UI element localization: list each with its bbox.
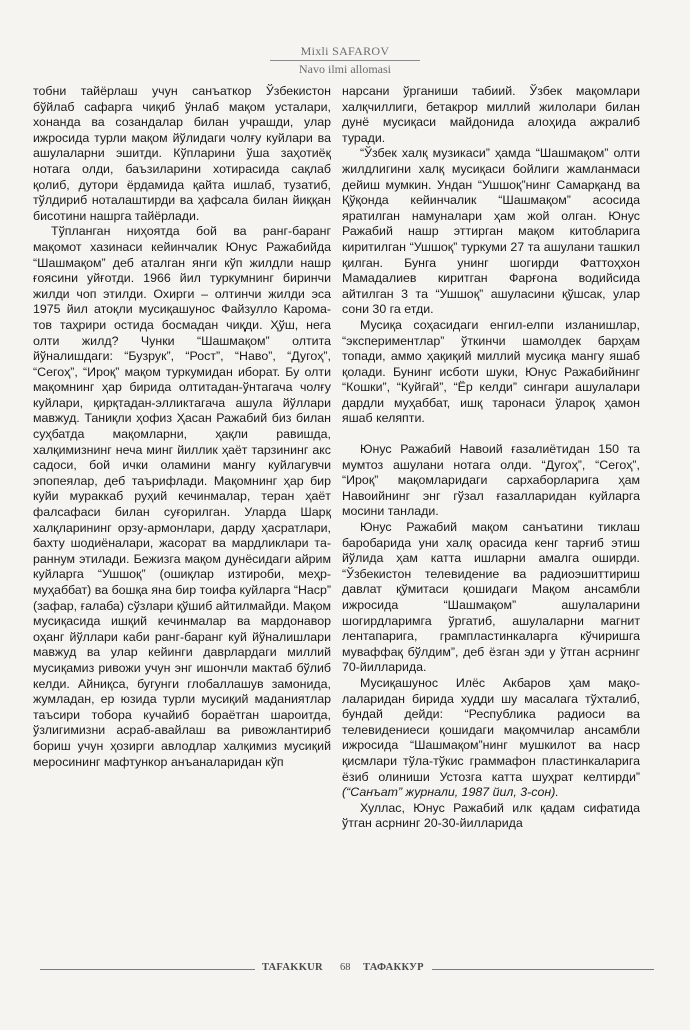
paragraph-text: Мусиқашунос Илёс Акбаров ҳам мақолаларидан бирида худди шу масалага тўхталиб, бундай дейди: “Республика радиоси ва телевидениеси қошидаги мақомчилар ансамбли ижросида “Шашмақом”нинг мушкилот ва наср қисмлари тўла-тўкис граммафон пластинкаларига ёзиб олиниши Устозга катта шуҳрат келтирди”	[342, 675, 640, 784]
running-header	[0, 44, 690, 77]
footer-rule-right	[432, 969, 654, 970]
paragraph: Юнус Ражабий Навоий ғазалиётидан 150 та мумтоз ашулани нотага олди. “Дугоҳ”, “Сегоҳ”, “Ироқ” мақомларидаги сархаборларига ҳам Навоийнинг энг гўзал ғазалларидан куйларга мосини танлади.	[342, 442, 640, 519]
paragraph	[342, 676, 640, 801]
paragraph: Хуллас, Юнус Ражабий илк қадам сифатида ўтган асрнинг 20-30-йилларида	[342, 800, 640, 831]
paragraph: Юнус Ражабий мақом санъатини тиклаш баробарида уни халқ орасида кенг тарғиб этиш йўлида ҳам катта ишларни амалга оширди. “Ўзбекистон телевидение ва радиоэшиттириш давлат қўмитаси қошидаги Мақом ансамбли ижросида “Шашмақом” ашулаларини шогирдларимга ўргатиб, ашулаларни магнит лентапарига, грампластинкаларга кўчиришга муваффақ бўлдим”, деб ёзган эди у ўтган асрнинг 70-йилларида.	[342, 520, 640, 675]
header-article-title: Navo ilmi allomasi	[299, 62, 391, 76]
paragraph: тобни тайёрлаш учун санъаткор Ўзбекистон бўйлаб сафарга чиқиб ўнлаб мақом усталари, хонанда ва созандалар билан учрашди, улар ижросида турли мақом йўлидаги чолғу куйлари ва ашулаларни эшитди. Кўпларини ўша заҳотиёқ нотага олди, баъзиларини хотирасида сақлаб қолиб, дутори ёрдамида қайта ишлаб, тузатиб, тўлдириб ноталаштирди ва ҳафсала билан йиққан бисотини нашрга тайёрлади.	[33, 84, 331, 223]
footer-rule-left	[40, 969, 255, 970]
header-divider	[270, 60, 420, 61]
page-number: 68	[340, 962, 351, 973]
header-author: Mixli SAFAROV	[300, 44, 390, 58]
left-text-column	[33, 84, 331, 944]
right-text-column	[342, 84, 640, 944]
paragraph: нарсани ўрганиши табиий. Ўзбек мақомлари халқчиллиги, бетакрор миллий жилолари билан дунё мусиқаси майдонида алоҳида ажралиб туради.	[342, 84, 640, 145]
footer-journal-name-cyrillic: ТАФАККУР	[363, 962, 424, 973]
footer-journal-name-latin: TAFAKKUR	[262, 962, 323, 973]
running-footer	[0, 961, 690, 977]
paragraph: Мусиқа соҳасидаги енгил-елпи изланишлар, “экспериментлар” ўткинчи шамолдек барҳам топади, аммо ҳақиқий миллий мусиқа мангу яшаб қолади. Бунинг исботи шуки, Юнус Ражабийнинг “Кошки”, “Куйгай”, “Ёр келди” сингари ашулалари дардли муҳаббат, ишқ таронаси ўлароқ ҳамон яшаб келяпти.	[342, 317, 640, 426]
paragraph: “Ўзбек халқ музикаси” ҳамда “Шашмақом” олти жилдлигини халқ мусиқаси бойлиги жамланмаси дейиш мумкин. Ундан “Ушшоқ”нинг Самарқанд ва Қўқонда кейинчалик “Шашмақом” асосида яратилган намуналари ҳам жой олган. Юнус Ражабий нашр эттирган мақом китобларига киритилган “Ушшоқ” туркуми 27 та ашулани ташкил қилган. Бунга унинг шогирди Фаттоҳхон Мамадалиев киритган Фарғона водийсида айтилган 3 та “Ушшоқ” ашуласини қўшсак, улар сони 30 га етди.	[342, 146, 640, 317]
citation: (“Санъат” журнали, 1987 йил, 3-сон).	[342, 785, 559, 800]
paragraph: Тўпланган ниҳоятда бой ва ранг-баранг мақомот хазинаси кейинчалик Юнус Ражабийда “Шашмақом” деб аталган янги кўп жилдли нашр ғоясини уйғотди. 1966 йил туркумнинг биринчи жилди чоп этилди. Охирги – олтинчи жилди эса 1975 йил атоқли мусиқашунос Файзулло Кароматов таҳрири остида босмадан чиқди. Ҳўш, нега олти жилд? Чунки “Шашмақом” олтита йўналишдаги: “Бузрук”, “Рост”, “Наво”, “Дугоҳ”, “Сегоҳ”, “Ироқ” мақом туркумидан иборат. Бу олти мақомнинг ҳар бирида олтитадан-ўнтагача чолғу куйлари, қирқтадан-элликтагача ашула йўллари мавжуд. Таниқли ҳофиз Ҳасан Ражабий биз билан суҳбатда мақомларни, ҳақли равишда, халқимизнинг неча минг йиллик ҳаёт тарзининг акс садоси, бой ички оламини мангу куйлагувчи эпопеялар, деб таърифлади. Мақомнинг ҳар бир куйи мураккаб руҳий кечинмалар, теран ҳаёт фалсафаси билан суғорилган. Уларда Шарқ халқларининг орзу-армонлари, дарду ҳасратлари, бахту шодиёналари, жасорат ва мардликлари тараннум этилади. Бежизга мақом дунёсидаги айрим куйларга “Ушшоқ” (ошиқлар изтироби, меҳр-муҳаббат) ва бошқа яна бир тоифа куйларга “Наср” (зафар, ғалаба) сўзлари қўшиб айтилмайди. Мақом мусиқасида ишқий кечинмалар ва мардонавор оҳанг йўллари каби ранг-баранг куй йўналишлари мавжуд ва улар кейинги даврлардаги миллий мусиқамиз ривожи учун энг ишончли мактаб бўлиб келди. Айниқса, бугунги глобаллашув замонида, жумладан, ер юзида турли мусиқий маданиятлар таъсири тобора кучайиб бораётган шароитда, ўзлигимизни асраб-авайлаш ва ривожлантириб бориш учун ҳозирги авлодлар халқимиз мусиқий меросининг мафтункор анъаналаридан кўп	[33, 224, 331, 769]
